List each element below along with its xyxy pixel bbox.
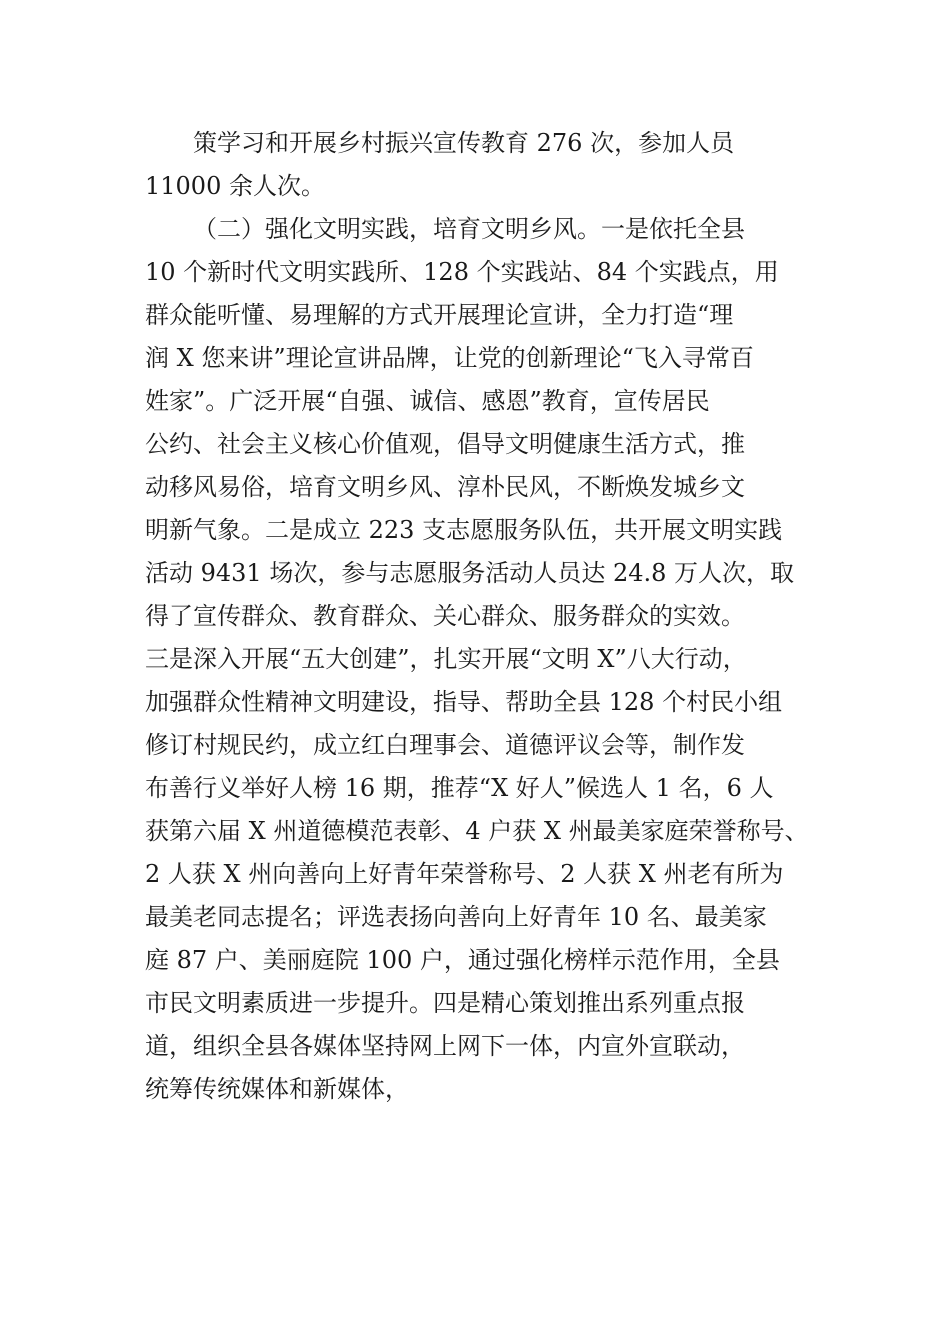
text-line: 得了宣传群众、教育群众、关心群众、服务群众的实效。 [145, 602, 745, 630]
text-line: 获第六届 X 州道德模范表彰、4 户获 X 州最美家庭荣誉称号、 [145, 817, 809, 845]
text-line: 10 个新时代文明实践所、128 个实践站、84 个实践点，用 [145, 258, 779, 286]
text-line: 2 人获 X 州向善向上好青年荣誉称号、2 人获 X 州老有所为 [145, 860, 784, 888]
text-line: 姓家”。广泛开展“自强、诚信、感恩”教育，宣传居民 [145, 387, 710, 415]
text-line: 修订村规民约，成立红白理事会、道德评议会等，制作发 [145, 731, 745, 759]
text-line: 明新气象。二是成立 223 支志愿服务队伍，共开展文明实践 [145, 516, 783, 544]
text-line: 最美老同志提名；评选表扬向善向上好青年 10 名、最美家 [145, 903, 767, 931]
text-line: 庭 87 户、美丽庭院 100 户，通过强化榜样示范作用，全县 [145, 946, 780, 974]
text-line: 动移风易俗，培育文明乡风、淳朴民风，不断焕发城乡文 [145, 473, 745, 501]
text-line: 三是深入开展“五大创建”，扎实开展“文明 X”八大行动， [145, 645, 747, 673]
text-line: （二）强化文明实践，培育文明乡风。一是依托全县 [193, 215, 745, 243]
text-line: 活动 9431 场次，参与志愿服务活动人员达 24.8 万人次，取 [145, 559, 795, 587]
text-line: 市民文明素质进一步提升。四是精心策划推出系列重点报 [145, 989, 745, 1017]
text-line: 布善行义举好人榜 16 期，推荐“X 好人”候选人 1 名，6 人 [145, 774, 774, 802]
text-line: 策学习和开展乡村振兴宣传教育 276 次，参加人员 [193, 129, 735, 157]
text-line: 道，组织全县各媒体坚持网上网下一体，内宣外宣联动， [145, 1032, 745, 1060]
text-line: 统筹传统媒体和新媒体， [145, 1075, 409, 1103]
text-line: 群众能听懂、易理解的方式开展理论宣讲，全力打造“理 [145, 301, 734, 329]
text-line: 润 X 您来讲”理论宣讲品牌，让党的创新理论“飞入寻常百 [145, 344, 754, 372]
text-line: 公约、社会主义核心价值观，倡导文明健康生活方式，推 [145, 430, 745, 458]
text-line: 加强群众性精神文明建设，指导、帮助全县 128 个村民小组 [145, 688, 783, 716]
text-line: 11000 余人次。 [145, 172, 325, 200]
